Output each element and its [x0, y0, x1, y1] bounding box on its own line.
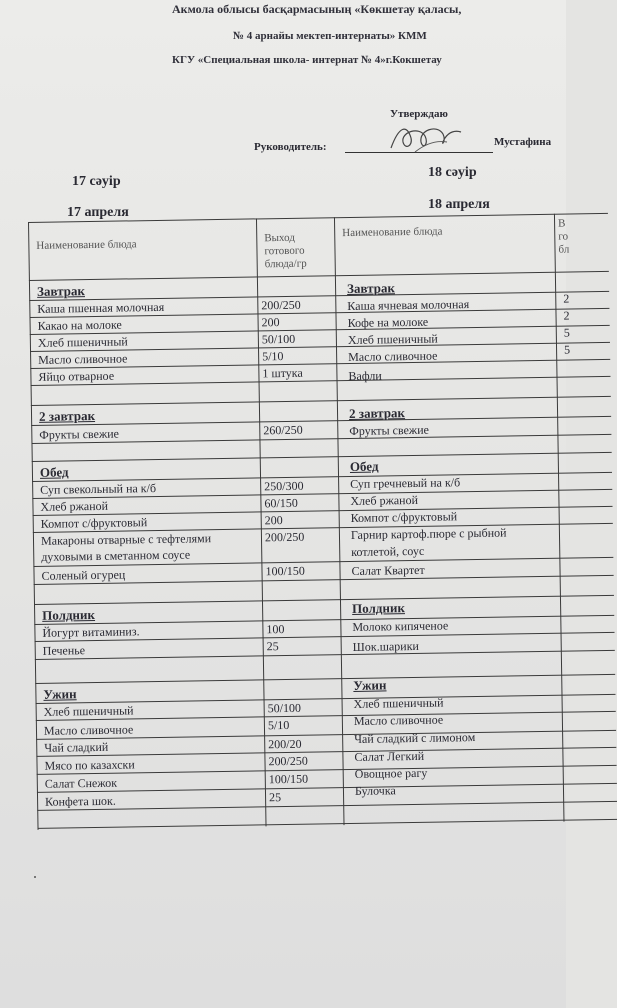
table-row-border	[31, 396, 611, 406]
right-dish-0: Завтрак	[346, 280, 396, 296]
left-dish-11: Суп свекольный на к/б	[40, 481, 157, 497]
left-dish-22: Хлеб пшеничный	[43, 703, 134, 719]
right-dish-25: Чай сладкий с лимоном	[354, 730, 476, 746]
approve-label: Утверждаю	[390, 108, 448, 120]
left-yield-12: 60/150	[264, 495, 298, 511]
left-dish-21: Ужин	[43, 686, 77, 702]
left-dish-26: Салат Снежок	[44, 775, 118, 791]
left-dish-14-line2: духовыми в сметанном соусе	[41, 547, 191, 564]
right-dish-18: Полдник	[351, 600, 406, 616]
left-dish-13: Компот с/фруктовый	[40, 515, 148, 531]
table-row-border	[38, 819, 617, 829]
left-yield-19: 25	[266, 639, 279, 654]
date-left-kz: 17 сәуір	[72, 174, 121, 189]
left-dish-5: Яйцо отварное	[38, 368, 115, 384]
left-yield-14: 200/250	[264, 529, 305, 545]
table-row-border	[37, 801, 617, 811]
right-yield-cut-0: 2	[563, 291, 570, 306]
table-row-border	[31, 416, 611, 426]
left-yield-23: 5/10	[267, 717, 290, 733]
right-dish-16: Салат Квартет	[351, 562, 425, 578]
left-yield-24: 200/20	[268, 736, 302, 752]
left-yield-1: 200/250	[261, 297, 301, 313]
header-yield: Выход готового блюда/гр	[264, 231, 307, 271]
left-yield-4: 5/10	[262, 349, 284, 364]
left-dish-3: Хлеб пшеничный	[37, 334, 128, 350]
left-yield-27: 25	[268, 790, 282, 805]
date-right-ru: 18 апреля	[428, 197, 490, 212]
left-yield-26: 100/150	[268, 771, 309, 787]
left-yield-3: 50/100	[261, 331, 296, 347]
left-dish-4: Масло сливочное	[38, 351, 128, 367]
right-dish-27: Овощное рагу	[354, 765, 428, 781]
head-name: Мустафина	[494, 136, 552, 148]
right-dish-28: Булочка	[354, 783, 396, 798]
left-dish-17: Полдник	[42, 606, 96, 623]
table-row-border	[34, 615, 614, 625]
right-dish-8: Фрукты свежие	[349, 422, 430, 438]
left-dish-0: Завтрак	[36, 283, 86, 299]
left-dish-2: Какао на молоке	[37, 317, 122, 333]
table-row-border	[29, 291, 609, 301]
header-line-1: Акмола облысы басқармасының «Көкшетау қаласы,	[172, 2, 462, 16]
right-dish-14: Гарнир картоф.пюре с рыбной	[350, 525, 507, 542]
table-row-border	[34, 595, 614, 605]
left-dish-15: Соленый огурец	[41, 567, 126, 583]
header-dish-right: Наименование блюда	[342, 225, 443, 240]
right-dish-13: Компот с/фруктовый	[350, 509, 458, 525]
head-label: Руководитель:	[254, 141, 327, 153]
table-row-border	[37, 783, 617, 793]
left-dish-7: 2 завтрак	[38, 407, 96, 424]
left-dish-27: Конфета шок.	[44, 793, 116, 809]
left-dish-18: Йогурт витаминиз.	[42, 624, 140, 640]
table-row-border	[31, 376, 611, 386]
table-row-border	[35, 650, 615, 660]
paper-speck	[34, 876, 36, 878]
header-dish-left: Наименование блюда	[36, 238, 137, 252]
right-yield-cut-1: 2	[563, 308, 570, 323]
left-dish-14: Макароны отварные с тефтелями	[40, 531, 212, 548]
left-yield-25: 200/250	[268, 753, 308, 769]
table-row-border	[36, 747, 616, 757]
right-dish-24: Масло сливочное	[353, 712, 444, 728]
right-dish-26: Салат Легкий	[354, 748, 425, 764]
header-yield-right-cut: В го бл	[557, 217, 570, 256]
right-yield-cut-2: 5	[563, 325, 570, 340]
left-yield-22: 50/100	[267, 700, 302, 716]
right-dish-7: 2 завтрак	[348, 405, 406, 421]
left-dish-25: Мясо по казахски	[44, 757, 135, 773]
left-dish-1: Каша пшенная молочная	[37, 299, 165, 316]
left-yield-13: 200	[264, 513, 283, 528]
right-dish-15: котлетой, соус	[351, 543, 425, 559]
left-yield-5: 1 штука	[262, 365, 303, 381]
right-dish-12: Хлеб ржаной	[350, 492, 419, 508]
left-yield-15: 100/150	[265, 563, 305, 579]
right-dish-3: Хлеб пшеничный	[347, 331, 438, 347]
right-dish-2: Кофе на молоке	[347, 314, 429, 330]
left-yield-11: 250/300	[264, 478, 304, 494]
table-row-border	[32, 452, 612, 462]
right-dish-10: Обед	[349, 458, 379, 474]
left-dish-19: Печенье	[42, 643, 86, 658]
date-right-kz: 18 сәуір	[428, 165, 477, 180]
left-dish-24: Чай сладкий	[44, 739, 109, 755]
left-dish-12: Хлеб ржаной	[40, 498, 109, 514]
signature-image	[385, 120, 465, 156]
header-line-2: № 4 арнайы мектеп-интернаты» КММ	[233, 30, 427, 42]
table-row-border	[29, 271, 609, 281]
right-dish-5: Вафли	[348, 368, 382, 383]
right-dish-4: Масло сливочное	[348, 348, 438, 364]
right-dish-19: Молоко кипяченое	[352, 618, 449, 634]
left-yield-2: 200	[261, 315, 280, 330]
table-row-border	[33, 506, 613, 516]
right-dish-22: Ужин	[353, 677, 387, 693]
table-row-border	[35, 674, 615, 684]
left-yield-18: 100	[266, 622, 285, 637]
table-row-border	[32, 472, 612, 482]
left-dish-8: Фрукты свежие	[39, 426, 120, 442]
left-dish-23: Масло сливочное	[43, 722, 134, 738]
date-left-ru: 17 апреля	[67, 205, 129, 220]
right-yield-cut-3: 5	[563, 342, 571, 357]
right-dish-11: Суп гречневый на к/б	[350, 475, 461, 491]
header-line-3: КГУ «Специальная школа- интернат № 4»г.Кокшетау	[172, 54, 442, 66]
right-dish-20: Шок.шарики	[352, 638, 420, 654]
menu-table	[28, 213, 617, 830]
right-dish-23: Хлеб пшеничный	[353, 695, 444, 711]
left-dish-10: Обед	[39, 464, 69, 480]
table-row-border	[36, 694, 616, 704]
left-yield-8: 260/250	[263, 422, 303, 438]
right-dish-1: Каша ячневая молочная	[347, 297, 470, 313]
